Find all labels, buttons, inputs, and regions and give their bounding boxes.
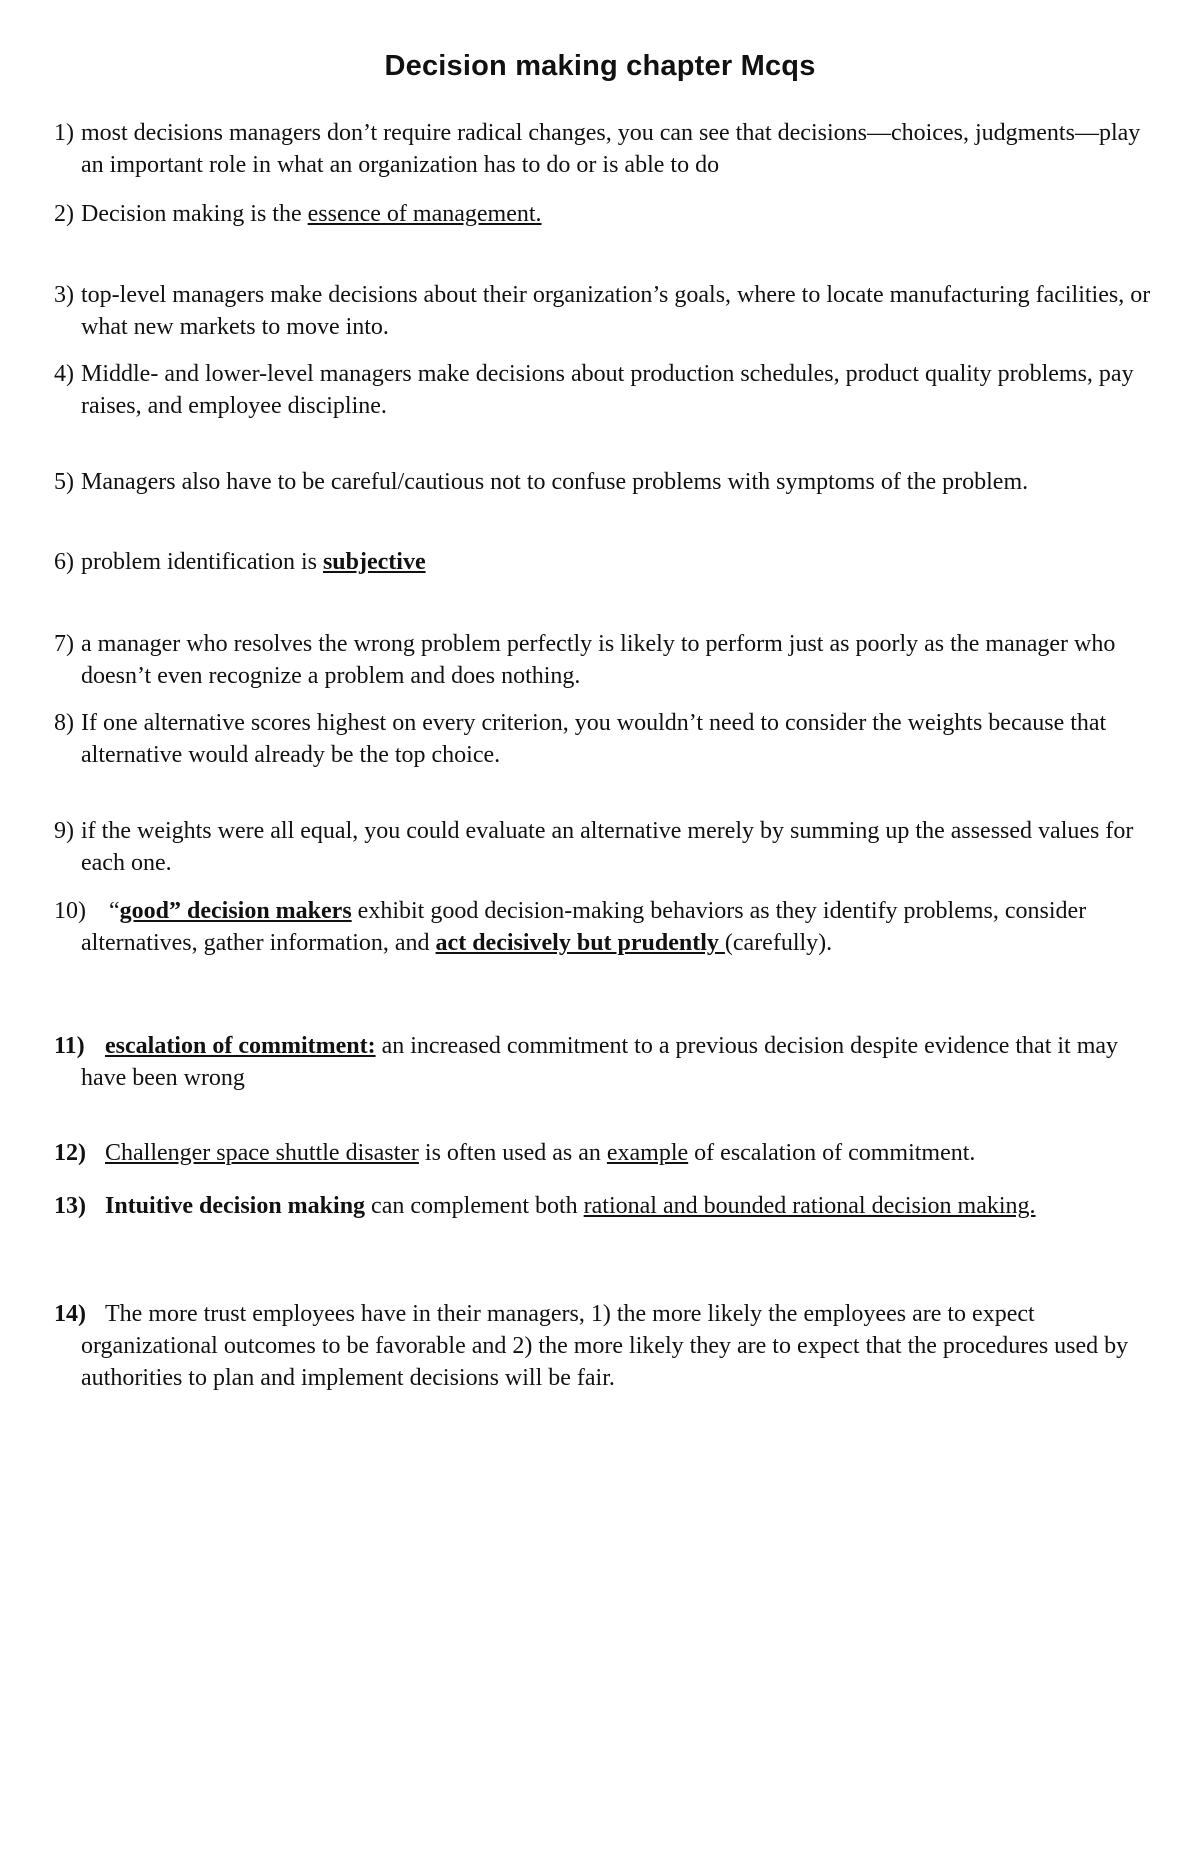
item-text: escalation of commitment: an increased commitment to a previous decision despite evidence that it may have been wrong [81, 1033, 1119, 1091]
list-item [54, 815, 1154, 879]
item-number: 13) [54, 1193, 86, 1219]
item-number: 4) [54, 361, 74, 387]
item-text: Decision making is the essence of management. [81, 201, 542, 227]
item-number: 1) [54, 120, 74, 146]
item-text: If one alternative scores highest on every criterion, you wouldn’t need to consider the weights because that alternative would already be the top choice. [81, 710, 1107, 768]
key-term: escalation of commitment: [105, 1033, 376, 1059]
item-text: The more trust employees have in their managers, 1) the more likely the employees are to expect organizational outcomes to be favorable and 2) the more likely they are to expect that the procedures used by authorities to plan and implement decisions will be fair. [81, 1301, 1129, 1391]
item-text: “good” decision makers exhibit good decision-making behaviors as they identify problems, consider alternatives, gather information, and act decisively but prudently (carefully). [81, 898, 1087, 956]
item-text: Middle- and lower-level managers make decisions about production schedules, product quality problems, pay raises, and employee discipline. [81, 361, 1134, 419]
list-item [54, 628, 1154, 692]
item-text: Intuitive decision making can complement both rational and bounded rational decision making. [105, 1193, 1036, 1219]
list-item [54, 707, 1154, 771]
list-item [54, 1190, 1154, 1222]
list-item [54, 279, 1154, 343]
key-term: act decisively but prudently [435, 930, 725, 956]
item-number: 3) [54, 282, 74, 308]
list-item [54, 117, 1154, 181]
list-item [54, 1298, 1154, 1394]
underlined-phrase: Challenger space shuttle disaster [105, 1140, 419, 1166]
underlined-phrase: essence of management. [307, 201, 542, 227]
key-term: Intuitive decision making [105, 1193, 366, 1219]
item-text: problem identification is subjective [81, 549, 426, 575]
item-text: a manager who resolves the wrong problem perfectly is likely to perform just as poorly as the manager who doesn’t even recognize a problem and does nothing. [81, 631, 1116, 689]
list-item [54, 198, 1154, 230]
list-item [54, 1137, 1154, 1169]
underlined-phrase: example [606, 1140, 689, 1166]
key-term: good” decision makers [119, 898, 352, 924]
item-text: Challenger space shuttle disaster is often used as an example of escalation of commitment. [105, 1140, 976, 1166]
list-item [54, 358, 1154, 422]
item-number: 2) [54, 201, 74, 227]
emphasized-term: subjective [322, 549, 426, 575]
item-text: top-level managers make decisions about their organization’s goals, where to locate manufacturing facilities, or what new markets to move into. [81, 282, 1151, 340]
item-number: 6) [54, 549, 74, 575]
item-number: 10) [54, 898, 86, 924]
item-number: 11) [54, 1033, 85, 1059]
item-text: most decisions managers don’t require radical changes, you can see that decisions—choices, judgments—play an important role in what an organization has to do or is able to do [81, 120, 1141, 178]
list-item [54, 546, 1154, 578]
list-item [54, 466, 1154, 498]
item-number: 8) [54, 710, 74, 736]
underlined-phrase: rational and bounded rational decision making. [583, 1193, 1036, 1219]
list-item [54, 895, 1154, 959]
item-text: Managers also have to be careful/cautious not to confuse problems with symptoms of the problem. [81, 469, 1029, 495]
item-text: if the weights were all equal, you could evaluate an alternative merely by summing up the assessed values for each one. [81, 818, 1134, 876]
item-number: 14) [54, 1301, 86, 1327]
item-number: 7) [54, 631, 74, 657]
item-number: 12) [54, 1140, 86, 1166]
item-number: 5) [54, 469, 74, 495]
list-item [54, 1030, 1154, 1094]
page-title: Decision making chapter Mcqs [384, 50, 816, 82]
item-number: 9) [54, 818, 74, 844]
